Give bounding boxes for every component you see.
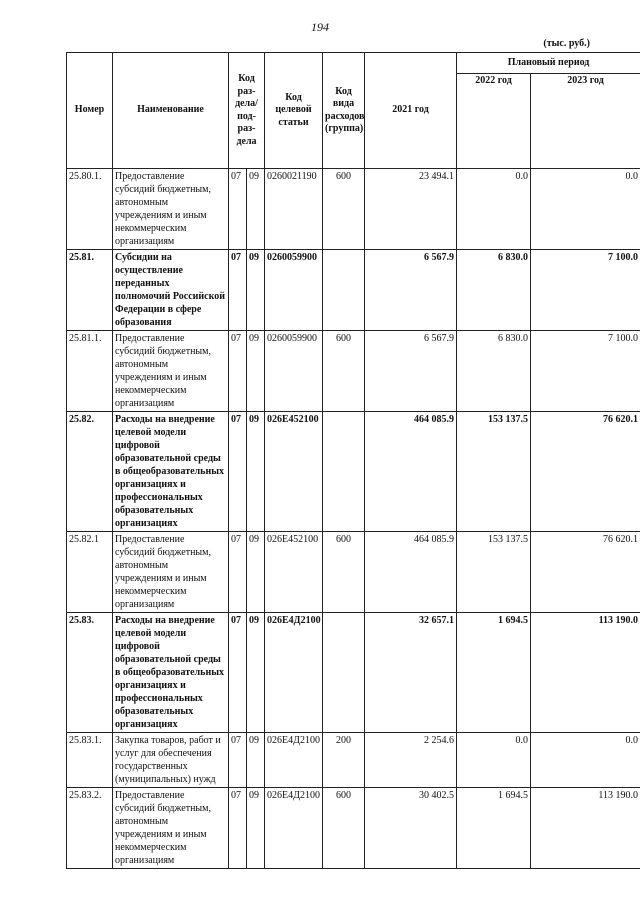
row-name: Предоставление субсидий бюджетным, автономным учреждениям и иным некоммерческим организациям [113, 169, 229, 250]
row-section: 07 [229, 532, 247, 613]
row-subsection: 09 [247, 412, 265, 532]
row-amount-2022: 0.0 [457, 733, 531, 788]
row-expense-code: 600 [323, 532, 365, 613]
row-amount-2021: 464 085.9 [365, 412, 457, 532]
row-target-code: 0260059900 [265, 331, 323, 412]
row-name: Расходы на внедрение целевой модели цифровой образовательной среды в общеобразовательных организациях и профессиональных образовательных организациях [113, 613, 229, 733]
row-name: Предоставление субсидий бюджетным, автономным учреждениям и иным некоммерческим организациям [113, 532, 229, 613]
row-name: Субсидии на осуществление переданных полномочий Российской Федерации в сфере образования [113, 250, 229, 331]
row-expense-code: 200 [323, 733, 365, 788]
row-subsection: 09 [247, 169, 265, 250]
row-number: 25.81.1. [67, 331, 113, 412]
row-target-code: 026Е4Д2100 [265, 788, 323, 869]
row-subsection: 09 [247, 733, 265, 788]
row-section: 07 [229, 412, 247, 532]
row-amount-2023: 7 100.0 [531, 331, 640, 412]
row-target-code: 026Е4Д2100 [265, 613, 323, 733]
row-amount-2023: 113 190.0 [531, 613, 640, 733]
row-name: Предоставление субсидий бюджетным, автономным учреждениям и иным некоммерческим организациям [113, 788, 229, 869]
budget-table [66, 52, 640, 869]
row-subsection: 09 [247, 331, 265, 412]
row-amount-2021: 32 657.1 [365, 613, 457, 733]
row-expense-code [323, 412, 365, 532]
table-row [67, 532, 640, 613]
row-amount-2022: 1 694.5 [457, 613, 531, 733]
row-amount-2022: 153 137.5 [457, 412, 531, 532]
row-section: 07 [229, 733, 247, 788]
row-amount-2021: 6 567.9 [365, 331, 457, 412]
row-amount-2021: 30 402.5 [365, 788, 457, 869]
row-amount-2023: 76 620.1 [531, 532, 640, 613]
row-target-code: 0260059900 [265, 250, 323, 331]
row-amount-2022: 153 137.5 [457, 532, 531, 613]
row-name: Предоставление субсидий бюджетным, автономным учреждениям и иным некоммерческим организациям [113, 331, 229, 412]
row-section: 07 [229, 169, 247, 250]
header-name: Наименование [113, 53, 229, 169]
row-amount-2023: 0.0 [531, 169, 640, 250]
header-planned-period: Плановый период [457, 53, 640, 74]
table-row [67, 613, 640, 733]
row-expense-code: 600 [323, 788, 365, 869]
header-section: Код раз-дела/ под-раз-дела [229, 53, 265, 169]
table-row [67, 331, 640, 412]
row-amount-2023: 7 100.0 [531, 250, 640, 331]
row-amount-2023: 113 190.0 [531, 788, 640, 869]
row-subsection: 09 [247, 788, 265, 869]
table-row [67, 169, 640, 250]
row-target-code: 026Е452100 [265, 532, 323, 613]
row-number: 25.80.1. [67, 169, 113, 250]
row-amount-2023: 0.0 [531, 733, 640, 788]
table-row [67, 250, 640, 331]
row-target-code: 026Е4Д2100 [265, 733, 323, 788]
row-expense-code: 600 [323, 169, 365, 250]
row-number: 25.83.2. [67, 788, 113, 869]
page-number: 194 [311, 20, 329, 34]
header-target: Код целевой статьи [265, 53, 323, 169]
row-subsection: 09 [247, 532, 265, 613]
row-section: 07 [229, 788, 247, 869]
table-row [67, 412, 640, 532]
header-2022: 2022 год [457, 74, 531, 169]
units-label: (тыс. руб.) [543, 38, 590, 49]
table-row [67, 788, 640, 869]
row-name: Расходы на внедрение целевой модели цифровой образовательной среды в общеобразовательных организациях и профессиональных образовательных организациях [113, 412, 229, 532]
row-amount-2022: 1 694.5 [457, 788, 531, 869]
row-subsection: 09 [247, 613, 265, 733]
row-number: 25.82. [67, 412, 113, 532]
row-expense-code [323, 613, 365, 733]
row-section: 07 [229, 613, 247, 733]
row-amount-2021: 23 494.1 [365, 169, 457, 250]
row-amount-2021: 6 567.9 [365, 250, 457, 331]
row-number: 25.81. [67, 250, 113, 331]
row-amount-2023: 76 620.1 [531, 412, 640, 532]
row-amount-2022: 6 830.0 [457, 250, 531, 331]
row-amount-2021: 464 085.9 [365, 532, 457, 613]
header-expense: Код вида расходов (группа) [323, 53, 365, 169]
row-subsection: 09 [247, 250, 265, 331]
header-2023: 2023 год [531, 74, 640, 169]
row-number: 25.83. [67, 613, 113, 733]
row-number: 25.82.1 [67, 532, 113, 613]
header-2021: 2021 год [365, 53, 457, 169]
row-section: 07 [229, 250, 247, 331]
row-name: Закупка товаров, работ и услуг для обеспечения государственных (муниципальных) нужд [113, 733, 229, 788]
table-body [67, 169, 640, 869]
row-section: 07 [229, 331, 247, 412]
row-amount-2021: 2 254.6 [365, 733, 457, 788]
table-row [67, 733, 640, 788]
row-amount-2022: 6 830.0 [457, 331, 531, 412]
header-number: Номер [67, 53, 113, 169]
row-expense-code [323, 250, 365, 331]
row-number: 25.83.1. [67, 733, 113, 788]
row-expense-code: 600 [323, 331, 365, 412]
row-target-code: 0260021190 [265, 169, 323, 250]
row-amount-2022: 0.0 [457, 169, 531, 250]
row-target-code: 026Е452100 [265, 412, 323, 532]
